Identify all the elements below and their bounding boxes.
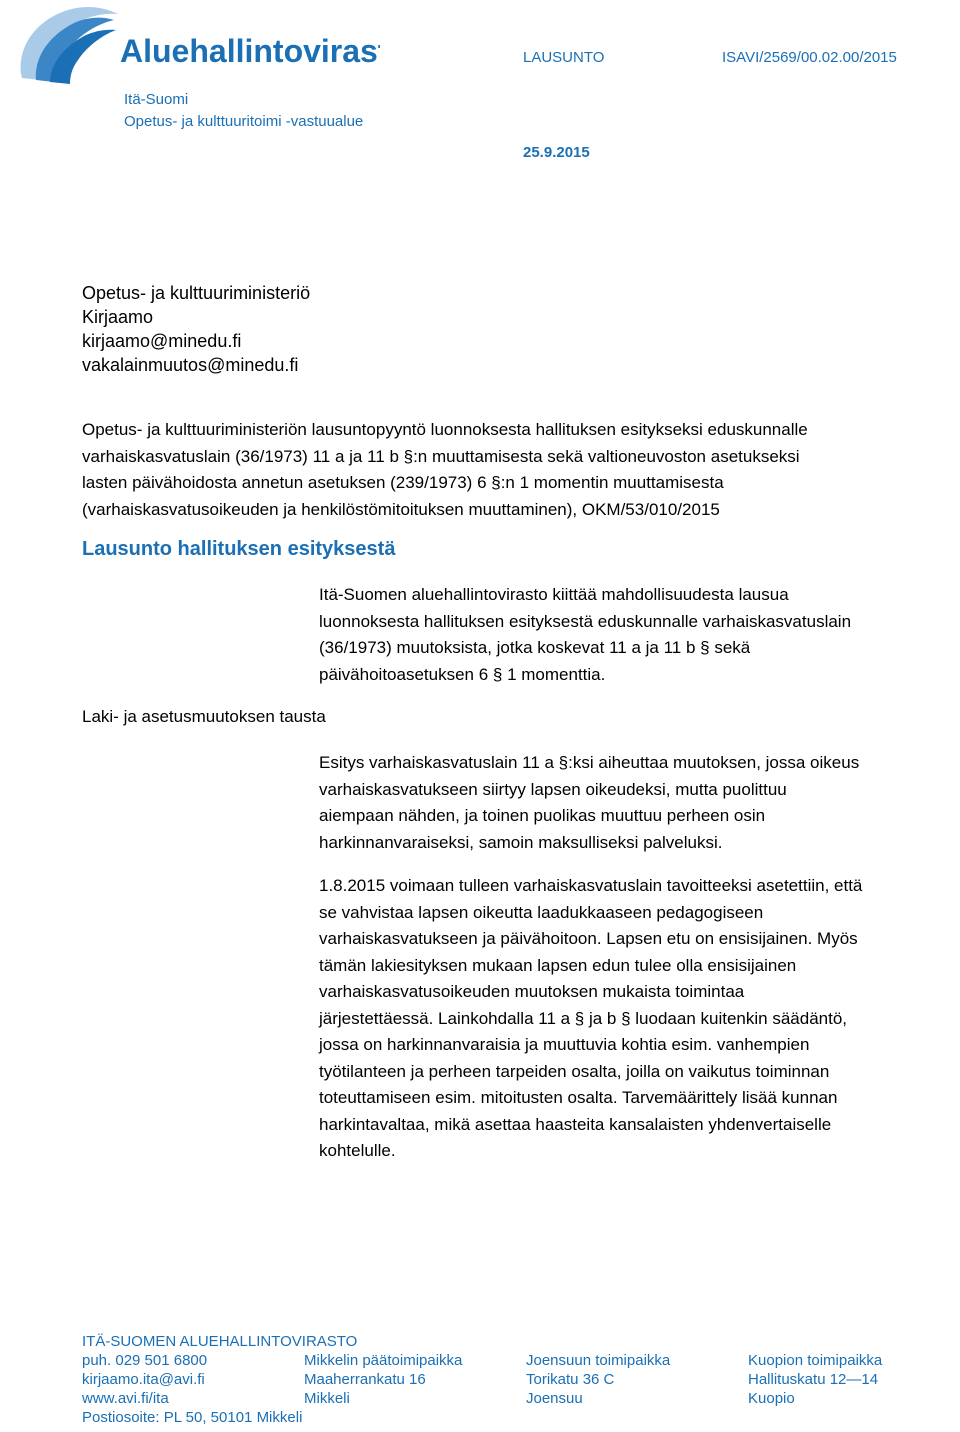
subject-line: Opetus- ja kulttuuriministeriön lausuntopyyntö luonnoksesta hallituksen esitykseksi eduskunnalle [82, 420, 808, 439]
paragraph-line: luonnoksesta hallituksen esityksestä eduskunnalle varhaiskasvatuslain [319, 611, 852, 631]
document-date: 25.9.2015 [523, 144, 590, 161]
footer-phone: puh. 029 501 6800 [82, 1352, 208, 1369]
footer-website-link[interactable]: www.avi.fi/ita [82, 1390, 169, 1407]
footer-contact-column [82, 1351, 207, 1408]
paragraph-line: työtilanteen ja perheen tarpeiden osalta, joilla on vaikutus toiminnan [319, 1061, 830, 1081]
footer-office-street: Torikatu 36 C [526, 1371, 615, 1388]
footer-office-name: Kuopion toimipaikka [748, 1352, 883, 1369]
paragraph [319, 582, 851, 688]
recipient-line: kirjaamo@minedu.fi [82, 331, 242, 351]
footer-office-city: Kuopio [748, 1390, 795, 1407]
subject-line: lasten päivähoidosta annetun asetuksen (239/1973) 6 §:n 1 momentin muuttamisesta [82, 473, 724, 492]
unit-region: Itä-Suomi [124, 91, 189, 108]
subject-block [82, 417, 952, 523]
paragraph-line: se vahvistaa lapsen oikeutta laadukkaaseen pedagogiseen [319, 902, 764, 922]
document-id: ISAVI/2569/00.02.00/2015 [722, 49, 897, 66]
footer-office-column-joensuu [526, 1351, 670, 1408]
footer-office-column-mikkeli [304, 1351, 462, 1408]
footer-office-street: Maaherrankatu 16 [304, 1371, 426, 1388]
logo-text: Aluehallintovirasto [120, 33, 380, 69]
footer-org-name: ITÄ-SUOMEN ALUEHALLINTOVIRASTO [82, 1333, 358, 1350]
footer-office-column-kuopio [748, 1351, 882, 1408]
footer-office-name: Joensuun toimipaikka [526, 1352, 671, 1369]
document-type: LAUSUNTO [523, 49, 605, 66]
paragraph-line: järjestettäessä. Lainkohdalla 11 a § ja b § luodaan kuitenkin säädäntö, [319, 1008, 848, 1028]
subject-line: varhaiskasvatuslain (36/1973) 11 a ja 11 b §:n muuttamisesta sekä valtioneuvoston asetukseksi [82, 446, 800, 466]
aluehallintovirasto-logo [10, 2, 380, 92]
unit-department: Opetus- ja kulttuuritoimi -vastuualue [124, 113, 364, 130]
paragraph-line: 1.8.2015 voimaan tulleen varhaiskasvatuslain tavoitteeksi asetettiin, että [319, 876, 863, 895]
footer-email-link[interactable]: kirjaamo.ita@avi.fi [82, 1371, 205, 1388]
paragraph [319, 750, 859, 856]
paragraph-line: Esitys varhaiskasvatuslain 11 a §:ksi aiheuttaa muutoksen, jossa oikeus [319, 753, 860, 772]
section-heading: Lausunto hallituksen esityksestä [82, 538, 396, 560]
recipient-block [82, 281, 310, 377]
paragraph-line: harkinnanvaraiseksi, samoin maksulliseksi palveluksi. [319, 832, 723, 852]
footer-office-street: Hallituskatu 12—14 [748, 1371, 879, 1388]
paragraph-line: harkintavaltaa, mikä asettaa haasteita kansalaisten yhdenvertaiselle [319, 1114, 832, 1134]
paragraph-line: kohtelulle. [319, 1141, 396, 1160]
paragraph-line: varhaiskasvatukseen siirtyy lapsen oikeudeksi, mutta puolittuu [319, 779, 787, 799]
recipient-line: vakalainmuutos@minedu.fi [82, 355, 299, 375]
paragraph-line: jossa on harkinnanvaraisia ja muuttuvia kohtia esim. vanhempien [319, 1035, 810, 1054]
footer-postal-address: Postiosoite: PL 50, 50101 Mikkeli [82, 1409, 303, 1426]
paragraph-line: Itä-Suomen aluehallintovirasto kiittää mahdollisuudesta lausua [319, 585, 789, 604]
recipient-line: Opetus- ja kulttuuriministeriö [82, 283, 311, 303]
footer-office-name: Mikkelin päätoimipaikka [304, 1352, 463, 1369]
subject-line: (varhaiskasvatusoikeuden ja henkilöstömitoituksen muuttaminen), OKM/53/010/2015 [82, 499, 720, 519]
recipient-line: Kirjaamo [82, 307, 154, 327]
paragraph-line: varhaiskasvatusoikeuden muutoksen mukaista toimintaa [319, 982, 745, 1001]
paragraph-line: varhaiskasvatukseen ja päivähoitoon. Lapsen etu on ensisijainen. Myös [319, 929, 858, 948]
side-label: Laki- ja asetusmuutoksen tausta [82, 707, 326, 726]
paragraph-line: toteuttamiseen esim. mitoitusten osalta. Tarvemäärittely lisää kunnan [319, 1088, 838, 1107]
paragraph-line: päivähoitoasetuksen 6 § 1 momenttia. [319, 664, 606, 684]
footer-office-city: Joensuu [526, 1390, 583, 1407]
footer-office-city: Mikkeli [304, 1390, 350, 1407]
paragraph-line: (36/1973) muutoksista, jotka koskevat 11 a ja 11 b § sekä [319, 638, 751, 657]
paragraph-line: aiempaan nähden, ja toinen puolikas muuttuu perheen osin [319, 806, 766, 825]
paragraph [319, 873, 862, 1165]
paragraph-line: tämän lakiesityksen mukaan lapsen edun tulee olla ensisijainen [319, 955, 797, 975]
